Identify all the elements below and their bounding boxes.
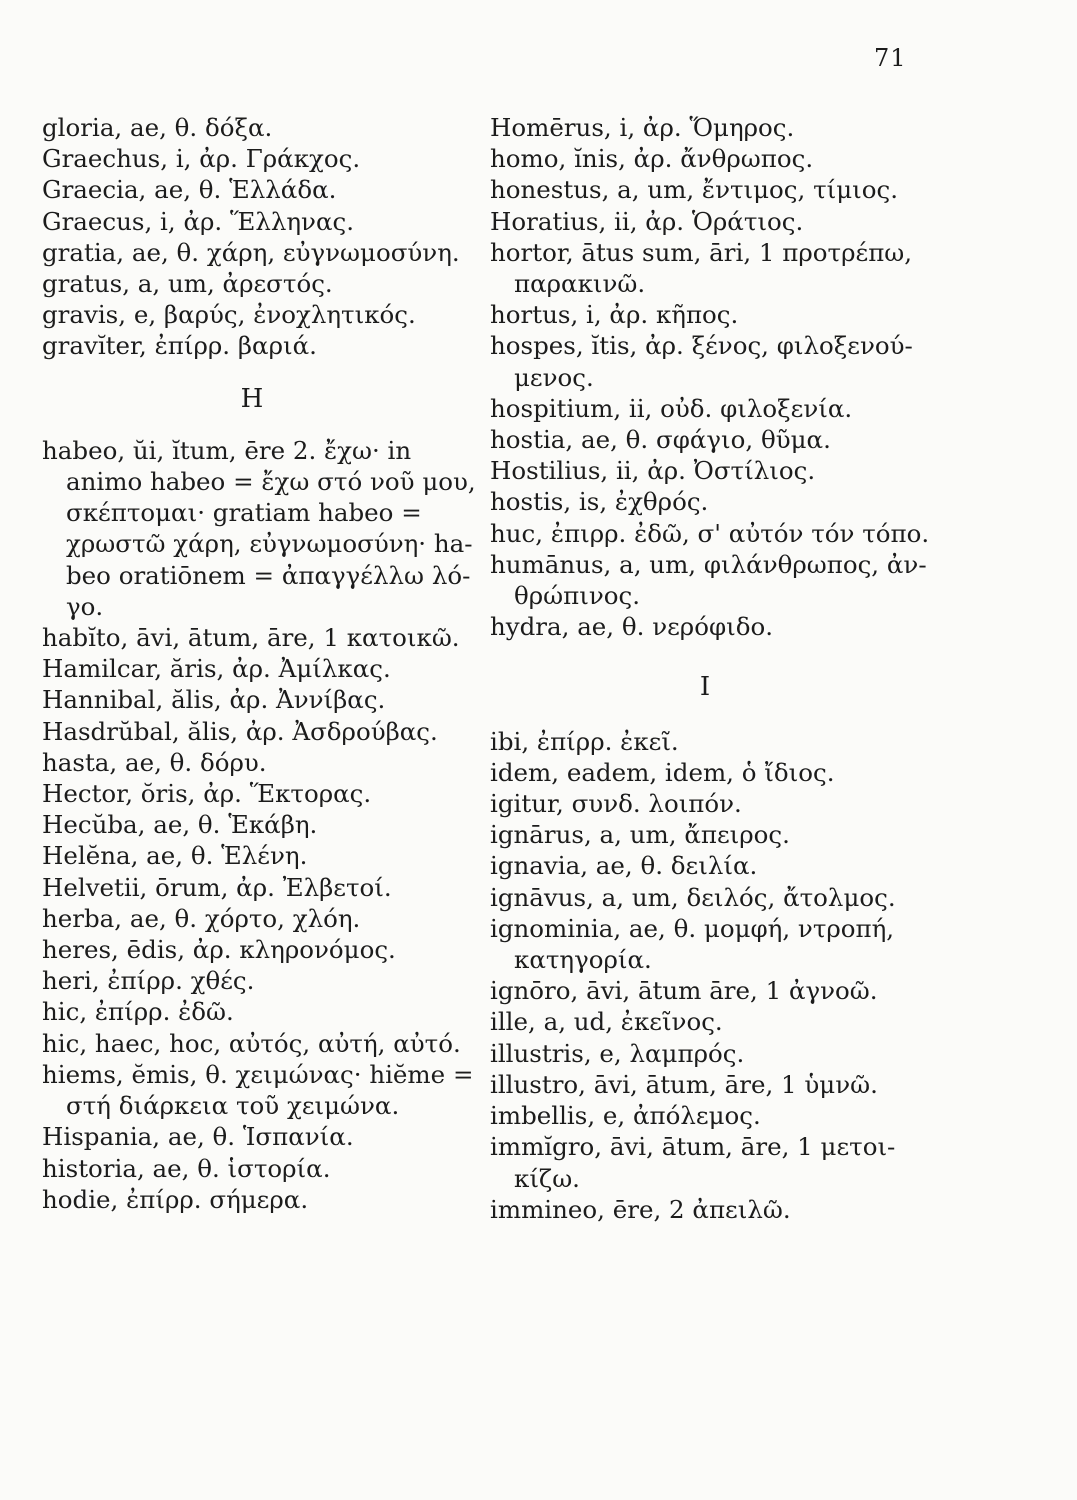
entry-homo: homo, ĭnis, ἀρ. ἄνθρωπος. [490,144,814,174]
entry-continuation: στή διάρκεια τοῦ χειμώνα. [66,1091,400,1121]
entry-ignominia: ignominia, ae, θ. μομφή, ντροπή, [490,913,895,943]
entry-continuation: χρωστῶ χάρη, εὐγνωμοσύνη· ha- [66,529,473,559]
entry-continuation: beo oratiōnem = ἀπαγγέλλω λό- [66,560,471,590]
entry-ignavia: ignavia, ae, θ. δειλία. [490,851,758,881]
entry-graecia: Graecia, ae, θ. Ἑλλάδα. [42,175,337,205]
entry-continuation: γο. [66,591,104,621]
entry-gravis: gravis, e, βαρύς, ἐνοχλητικός. [42,300,416,330]
entry-continuation: παρακινῶ. [514,269,646,299]
entry-graecus: Graecus, i, ἀρ. Ἕλληνας. [42,206,355,236]
entry-huc: huc, ἐπιρρ. ἐδῶ, σ' αὐτόν τόν τόπο. [490,518,930,548]
left-column [42,112,476,1215]
entry-igitur: igitur, συνδ. λοιπόν. [490,789,742,819]
entry-hydra: hydra, ae, θ. νερόφιδο. [490,612,773,642]
entry-immineo: immineo, ēre, 2 ἀπειλῶ. [490,1194,791,1224]
entry-ignavus: ignāvus, a, um, δειλός, ἄτολμος. [490,882,896,912]
entry-illustro: illustro, āvi, ātum, āre, 1 ὑμνῶ. [490,1069,878,1099]
entry-hiems: hiems, ĕmis, θ. χειμώνας· hiĕme = [42,1059,474,1089]
entry-homerus: Homērus, i, ἀρ. Ὅμηρος. [490,113,795,142]
entry-humanus: humānus, a, um, φιλάνθρωπος, ἀν- [490,549,927,579]
entry-illustris: illustris, e, λαμπρός. [490,1038,745,1068]
entry-heres: heres, ēdis, ἀρ. κληρονόμος. [42,935,396,965]
entry-helvetii: Helvetii, ōrum, ἀρ. Ἐλβετοί. [42,872,392,902]
entry-habito: habĭto, āvi, ātum, āre, 1 κατοικῶ. [42,623,460,653]
entry-continuation: μενος. [514,362,594,392]
right-column [490,112,940,1225]
entry-continuation: κίζω. [514,1163,580,1193]
entry-continuation: σκέπτομαι· gratiam habeo = [66,498,422,528]
entry-hostilius: Hostilius, ii, ἀρ. Ὀστίλιος. [490,456,816,486]
entry-ibi: ibi, ἐπίρρ. ἐκεῖ. [490,726,679,756]
entry-hostia: hostia, ae, θ. σφάγιο, θῦμα. [490,425,831,455]
entry-ignoro: ignōro, āvi, ātum āre, 1 ἀγνοῶ. [490,976,878,1006]
section-heading-i: I [699,672,711,703]
entry-hispania: Hispania, ae, θ. Ἱσπανία. [42,1122,354,1152]
entry-hospitium: hospitium, ii, οὐδ. φιλοξενία. [490,393,853,423]
entry-idem: idem, eadem, idem, ὁ ἴδιος. [490,757,835,787]
entry-continuation: animo habeo = ἔχω στό νοῦ μου, [66,467,476,497]
entry-continuation: κατηγορία. [514,945,652,975]
entry-hortor: hortor, ātus sum, āri, 1 προτρέπω, [490,237,913,267]
entry-graviter: gravĭter, ἐπίρρ. βαριά. [42,331,317,361]
entry-hic-adverb: hic, ἐπίρρ. ἐδῶ. [42,997,234,1027]
entry-ille: ille, a, ud, ἐκεῖνος. [490,1007,723,1037]
entry-helena: Helĕna, ae, θ. Ἑλένη. [42,841,308,871]
entry-hodie: hodie, ἐπίρρ. σήμερα. [42,1184,309,1214]
entry-hospes: hospes, ĭtis, ἀρ. ξένος, φιλοξενού- [490,331,913,361]
entry-hostis: hostis, is, ἐχθρός. [490,487,709,517]
section-heading-h: H [240,383,264,414]
entry-hannibal: Hannibal, ălis, ἀρ. Ἀννίβας. [42,685,386,715]
entry-continuation: θρώπινος. [514,581,640,611]
entry-imbellis: imbellis, e, ἀπόλεμος. [490,1101,761,1131]
entry-horatius: Horatius, ii, ἀρ. Ὁράτιος. [490,206,804,236]
entry-habeo: habeo, ŭi, ĭtum, ēre 2. ἔχω· in [42,435,412,465]
entry-hecuba: Hecŭba, ae, θ. Ἑκάβη. [42,810,318,840]
entry-honestus: honestus, a, um, ἔντιμος, τίμιος. [490,175,899,205]
entry-gratia: gratia, ae, θ. χάρη, εὐγνωμοσύνη. [42,237,460,267]
entry-gloria: gloria, ae, θ. δόξα. [42,113,273,142]
page-number: 71 [874,44,907,72]
entry-gratus: gratus, a, um, ἀρεστός. [42,269,333,299]
entry-ignarus: ignārus, a, um, ἄπειρος. [490,820,790,850]
entry-historia: historia, ae, θ. ἱστορία. [42,1153,331,1183]
entry-hasdrubal: Hasdrŭbal, ălis, ἀρ. Ἀσδρούβας. [42,716,438,746]
entry-heri: heri, ἐπίρρ. χθές. [42,966,255,996]
entry-immigro: immĭgro, āvi, ātum, āre, 1 μετοι- [490,1132,896,1162]
entry-hamilcar: Hamilcar, ăris, ἀρ. Ἀμίλκας. [42,654,391,684]
entry-hector: Hector, ŏris, ἀρ. Ἕκτορας. [42,779,372,809]
entry-hortus: hortus, i, ἀρ. κῆπος. [490,300,739,330]
entry-hic-pronoun: hic, haec, hoc, αὐτός, αὐτή, αὐτό. [42,1028,461,1058]
entry-graechus: Graechus, i, ἀρ. Γράκχος. [42,144,361,174]
entry-hasta: hasta, ae, θ. δόρυ. [42,747,267,777]
entry-herba: herba, ae, θ. χόρτο, χλόη. [42,903,361,933]
